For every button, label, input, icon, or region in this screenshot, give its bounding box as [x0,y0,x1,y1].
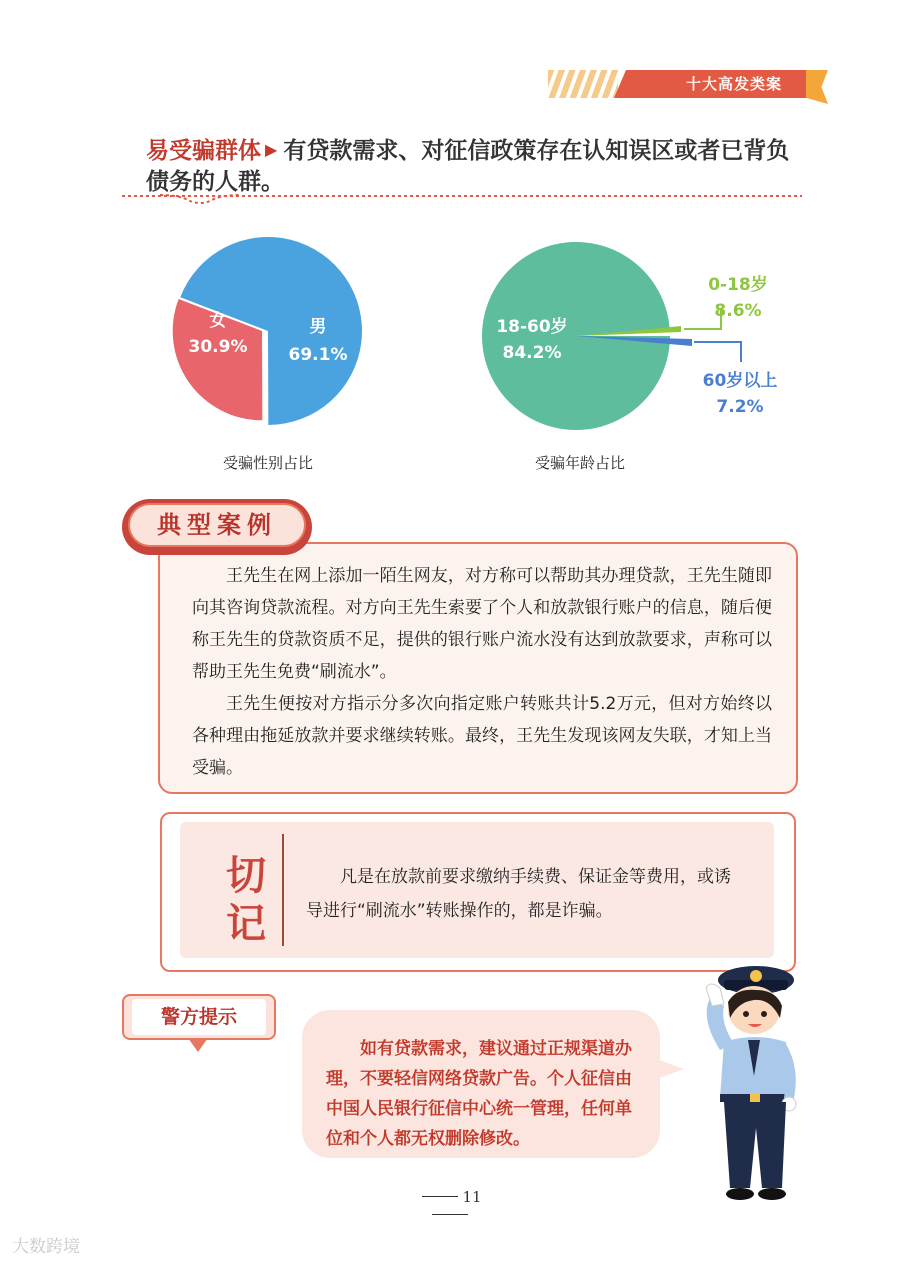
slice-label: 0-18岁 [708,275,768,295]
divider-wave [160,191,240,205]
slice-label: 女 [209,311,227,331]
pie-charts [150,236,810,456]
case-body [192,560,772,784]
slice-value: 7.2% [716,397,764,417]
slice-label: 18-60岁 [496,317,568,337]
case-title: 典型案例 [128,503,306,547]
ribbon-stripes [548,70,618,98]
slice-value: 69.1% [288,345,348,365]
police-tip-label: 警方提示 [132,999,266,1035]
slice-value: 84.2% [502,343,562,363]
police-officer-illustration [690,958,810,1206]
police-tip-text: 如有贷款需求，建议通过正规渠道办理，不要轻信网络贷款广告。个人征信由中国人民银行征信中心统一管理，任何单位和个人都无权删除修改。 [326,1039,632,1149]
remember-char-1: 切 [226,852,266,899]
case-paragraph: 王先生在网上添加一陌生网友，对方称可以帮助其办理贷款，王先生随即向其咨询贷款流程。对方向王先生索要了个人和放款银行账户的信息，随后便称王先生的贷款资质不足，提供的银行账户流水没有达到放款要求，声称可以帮助王先生免费“刷流水”。 [192,566,772,682]
headline-text: 有贷款需求、对征信政策存在认知误区或者已背负债务的人群。 [146,138,790,195]
headline-lead: 易受骗群体 [146,138,261,164]
gender-chart-caption: 受骗性别占比 [222,454,313,472]
remember-char-2: 记 [226,900,266,947]
age-chart-caption: 受骗年龄占比 [534,454,625,472]
slice-value: 30.9% [188,337,248,357]
tag-pointer [188,1038,208,1052]
slice-value: 8.6% [714,301,762,321]
watermark: 大数跨境 [12,1237,80,1257]
slice-label: 男 [309,317,327,337]
remember-divider [282,834,284,946]
case-paragraph: 王先生便按对方指示分多次向指定账户转账共计5.2万元，但对方始终以各种理由拖延放款并要求继续转账。最终，王先生发现该网友失联，才知上当受骗。 [192,694,772,778]
triangle-right-icon: ▶ [265,140,278,159]
slice-label: 60岁以上 [702,371,778,391]
leader-line [694,342,741,362]
section-label: 十大高发类案 [686,75,783,93]
speech-bubble-tail [654,1058,684,1080]
page-number: 11 [400,1188,500,1224]
remember-text: 凡是在放款前要求缴纳手续费、保证金等费用，或诱导进行“刷流水”转账操作的，都是诈骗。 [306,867,731,921]
headline [146,134,806,198]
